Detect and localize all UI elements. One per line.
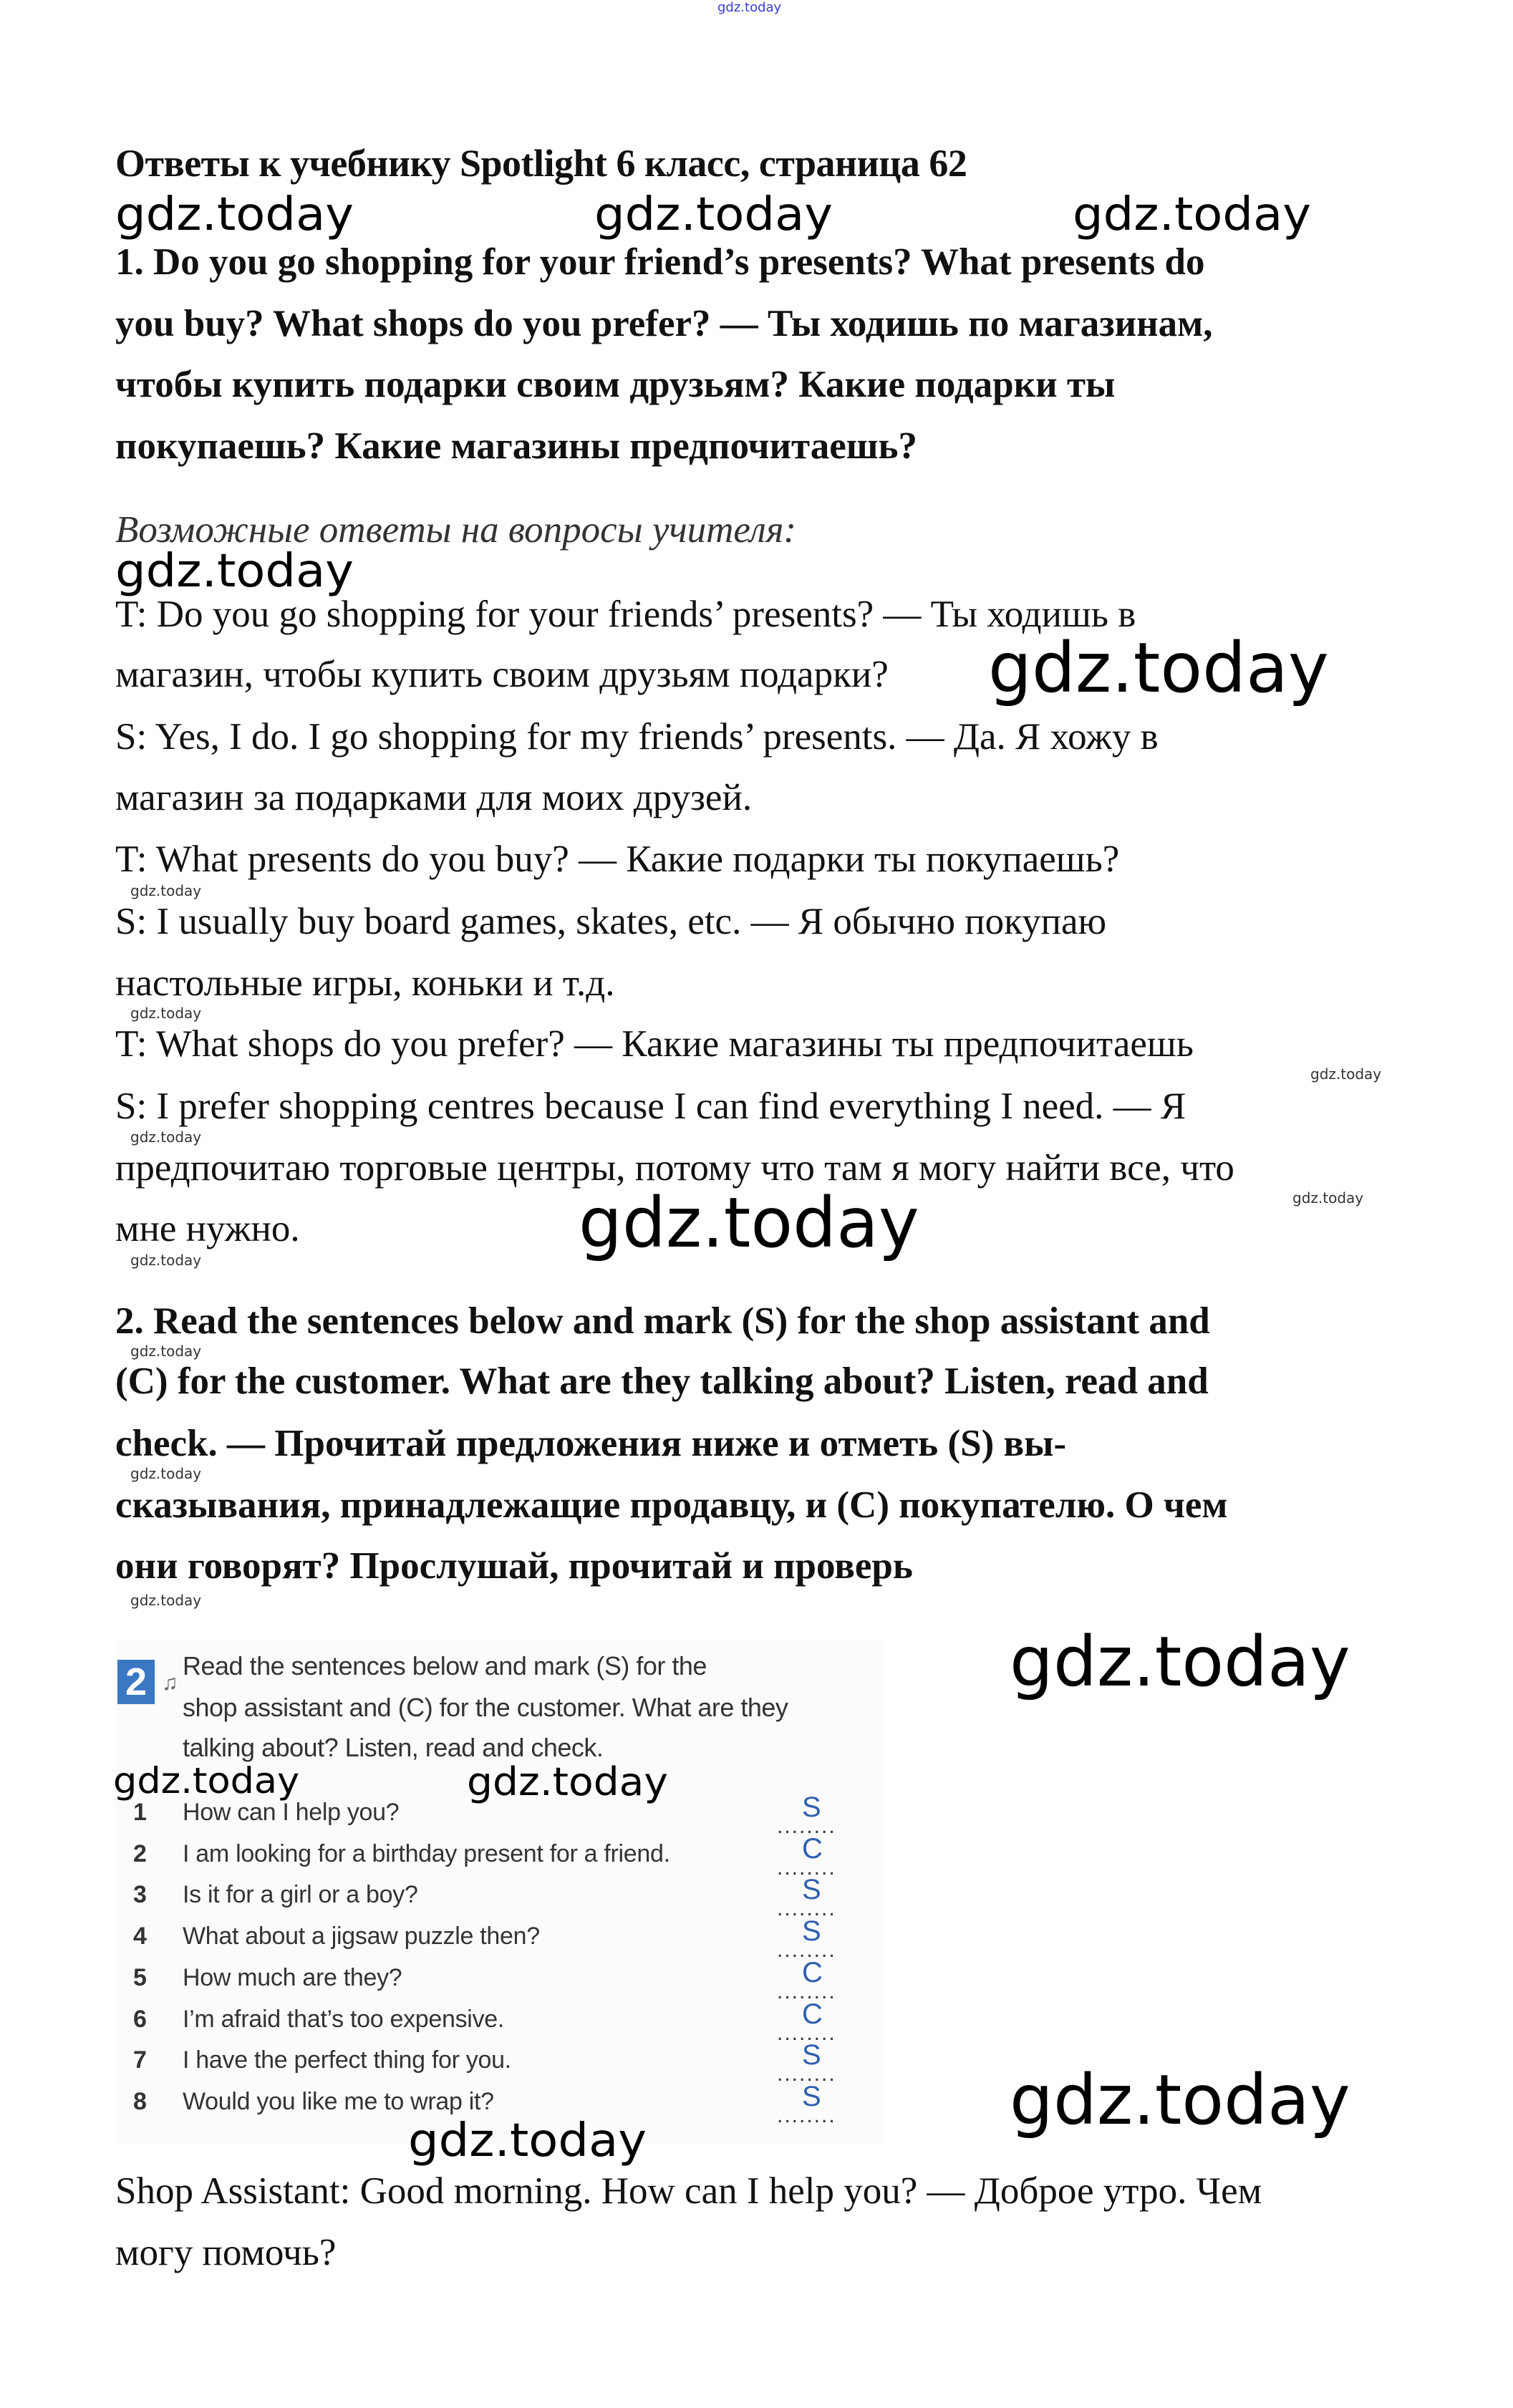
textbook-item — [115, 1998, 884, 2046]
watermark: gdz.today — [988, 628, 1329, 708]
answer-line: могу помочь? — [115, 2232, 337, 2273]
watermark: gdz.today — [1010, 2060, 1350, 2140]
dialogue-line: T: What shops do you prefer? — Какие магазины ты предпочитаешь — [115, 1023, 1194, 1065]
answer-dots: ........ — [777, 2103, 836, 2127]
item-answer: S — [802, 2080, 821, 2112]
task1-question-line: 1. Do you go shopping for your friend’s presents? What presents do — [115, 241, 1205, 283]
item-number: 5 — [133, 1963, 147, 1991]
answer-dots: ........ — [777, 1855, 836, 1880]
dialogue-line: T: What presents do you buy? — Какие подарки ты покупаешь? — [115, 838, 1120, 880]
task1-intro: Возможные ответы на вопросы учителя: — [115, 509, 797, 551]
item-number: 4 — [133, 1923, 147, 1950]
item-text: What about a jigsaw puzzle then? — [183, 1923, 540, 1950]
dialogue-line: магазин за подарками для моих друзей. — [115, 777, 753, 818]
item-text: I am looking for a birthday present for a friend. — [183, 1839, 670, 1867]
item-text: I have the perfect thing for you. — [183, 2046, 511, 2074]
dialogue-line: T: Do you go shopping for your friends’ presents? — Ты ходишь в — [115, 594, 1136, 635]
dialogue-line: S: Yes, I do. I go shopping for my friends’ presents. — Да. Я хожу в — [115, 716, 1159, 758]
item-text: How can I help you? — [183, 1799, 400, 1826]
textbook-item — [115, 1832, 884, 1880]
watermark: gdz.today — [467, 1759, 668, 1804]
exercise-number-badge: 2 — [117, 1660, 155, 1704]
headphones-icon: ♫ — [162, 1671, 178, 1695]
textbook-item — [115, 1792, 884, 1839]
task2-question-line: 2. Read the sentences below and mark (S) for the shop assistant and — [115, 1300, 1210, 1342]
task1-question-line: покупаешь? Какие магазины предпочитаешь? — [115, 425, 918, 467]
watermark: gdz.today — [130, 882, 202, 899]
dialogue-line: мне нужно. — [115, 1208, 300, 1249]
item-answer: C — [802, 1956, 823, 1988]
watermark: gdz.today — [130, 1128, 202, 1146]
item-number: 2 — [133, 1839, 147, 1867]
item-answer: S — [802, 2039, 821, 2071]
dialogue-line: магазин, чтобы купить своим друзьям подарки? — [115, 654, 889, 695]
item-number: 8 — [133, 2087, 147, 2115]
watermark: gdz.today — [115, 188, 354, 241]
item-answer: S — [802, 1874, 821, 1906]
task2-question-line: check. — Прочитай предложения ниже и отметь (S) вы- — [115, 1423, 1067, 1464]
answer-dots: ........ — [777, 1938, 836, 1963]
answer-dots: ........ — [777, 1979, 836, 2003]
answer-dots: ........ — [777, 1897, 836, 1921]
dialogue-line: S: I prefer shopping centres because I can find everything I need. — Я — [115, 1085, 1186, 1127]
item-text: Would you like me to wrap it? — [183, 2087, 494, 2115]
watermark: gdz.today — [1010, 1622, 1350, 1702]
textbook-item — [115, 1874, 884, 1921]
watermark: gdz.today — [130, 1592, 202, 1609]
answer-line: Shop Assistant: Good morning. How can I help you? — Доброе утро. Чем — [115, 2170, 1262, 2212]
watermark: gdz.today — [408, 2114, 647, 2167]
answer-dots: ........ — [777, 1814, 836, 1838]
task1-question-line: you buy? What shops do you prefer? — Ты ходишь по магазинам, — [115, 303, 1213, 344]
page-title: Ответы к учебнику Spotlight 6 класс, страница 62 — [115, 142, 967, 185]
textbook-item — [115, 2039, 884, 2087]
task2-question-line: (C) for the customer. What are they talking about? Listen, read and — [115, 1360, 1209, 1402]
watermark: gdz.today — [130, 1343, 202, 1360]
item-number: 1 — [133, 1799, 147, 1826]
item-answer: C — [802, 1832, 823, 1865]
dialogue-line: предпочитаю торговые центры, потому что там я могу найти все, что — [115, 1147, 1234, 1189]
watermark: gdz.today — [130, 1252, 202, 1269]
task2-question-line: сказывания, принадлежащие продавцу, и (C) покупателю. О чем — [115, 1484, 1228, 1526]
textbook-header-line: Read the sentences below and mark (S) for the — [183, 1651, 707, 1681]
textbook-item — [115, 1956, 884, 2004]
textbook-header-line: talking about? Listen, read and check. — [183, 1733, 604, 1762]
watermark: gdz.today — [113, 1760, 300, 1802]
task2-question-line: они говорят? Прослушай, прочитай и проверь — [115, 1545, 913, 1587]
answer-dots: ........ — [777, 2062, 836, 2087]
item-number: 3 — [133, 1881, 147, 1909]
watermark: gdz.today — [130, 1465, 202, 1482]
watermark: gdz.today — [579, 1183, 919, 1263]
textbook-item — [115, 1915, 884, 1963]
textbook-header-line: shop assistant and (C) for the customer. What are they — [183, 1693, 788, 1722]
item-number: 6 — [133, 2005, 147, 2033]
watermark: gdz.today — [594, 188, 833, 241]
item-answer: S — [802, 1792, 821, 1823]
answer-dots: ........ — [777, 2021, 836, 2045]
item-text: Is it for a girl or a boy? — [183, 1881, 418, 1909]
watermark: gdz.today — [1310, 1065, 1382, 1083]
watermark: gdz.today — [115, 545, 354, 598]
textbook-excerpt — [115, 1640, 884, 2145]
item-answer: S — [802, 1915, 821, 1948]
watermark: gdz.today — [1292, 1189, 1364, 1207]
item-number: 7 — [133, 2046, 147, 2074]
dialogue-line: S: I usually buy board games, skates, etc. — Я обычно покупаю — [115, 901, 1107, 942]
item-text: How much are they? — [183, 1963, 402, 1991]
item-answer: C — [802, 1998, 823, 2030]
dialogue-line: настольные игры, коньки и т.д. — [115, 962, 615, 1004]
watermark: gdz.today — [717, 0, 782, 15]
watermark: gdz.today — [1073, 188, 1312, 241]
task1-question-line: чтобы купить подарки своим друзьям? Какие подарки ты — [115, 364, 1116, 405]
watermark: gdz.today — [130, 1005, 202, 1022]
item-text: I’m afraid that’s too expensive. — [183, 2005, 505, 2033]
